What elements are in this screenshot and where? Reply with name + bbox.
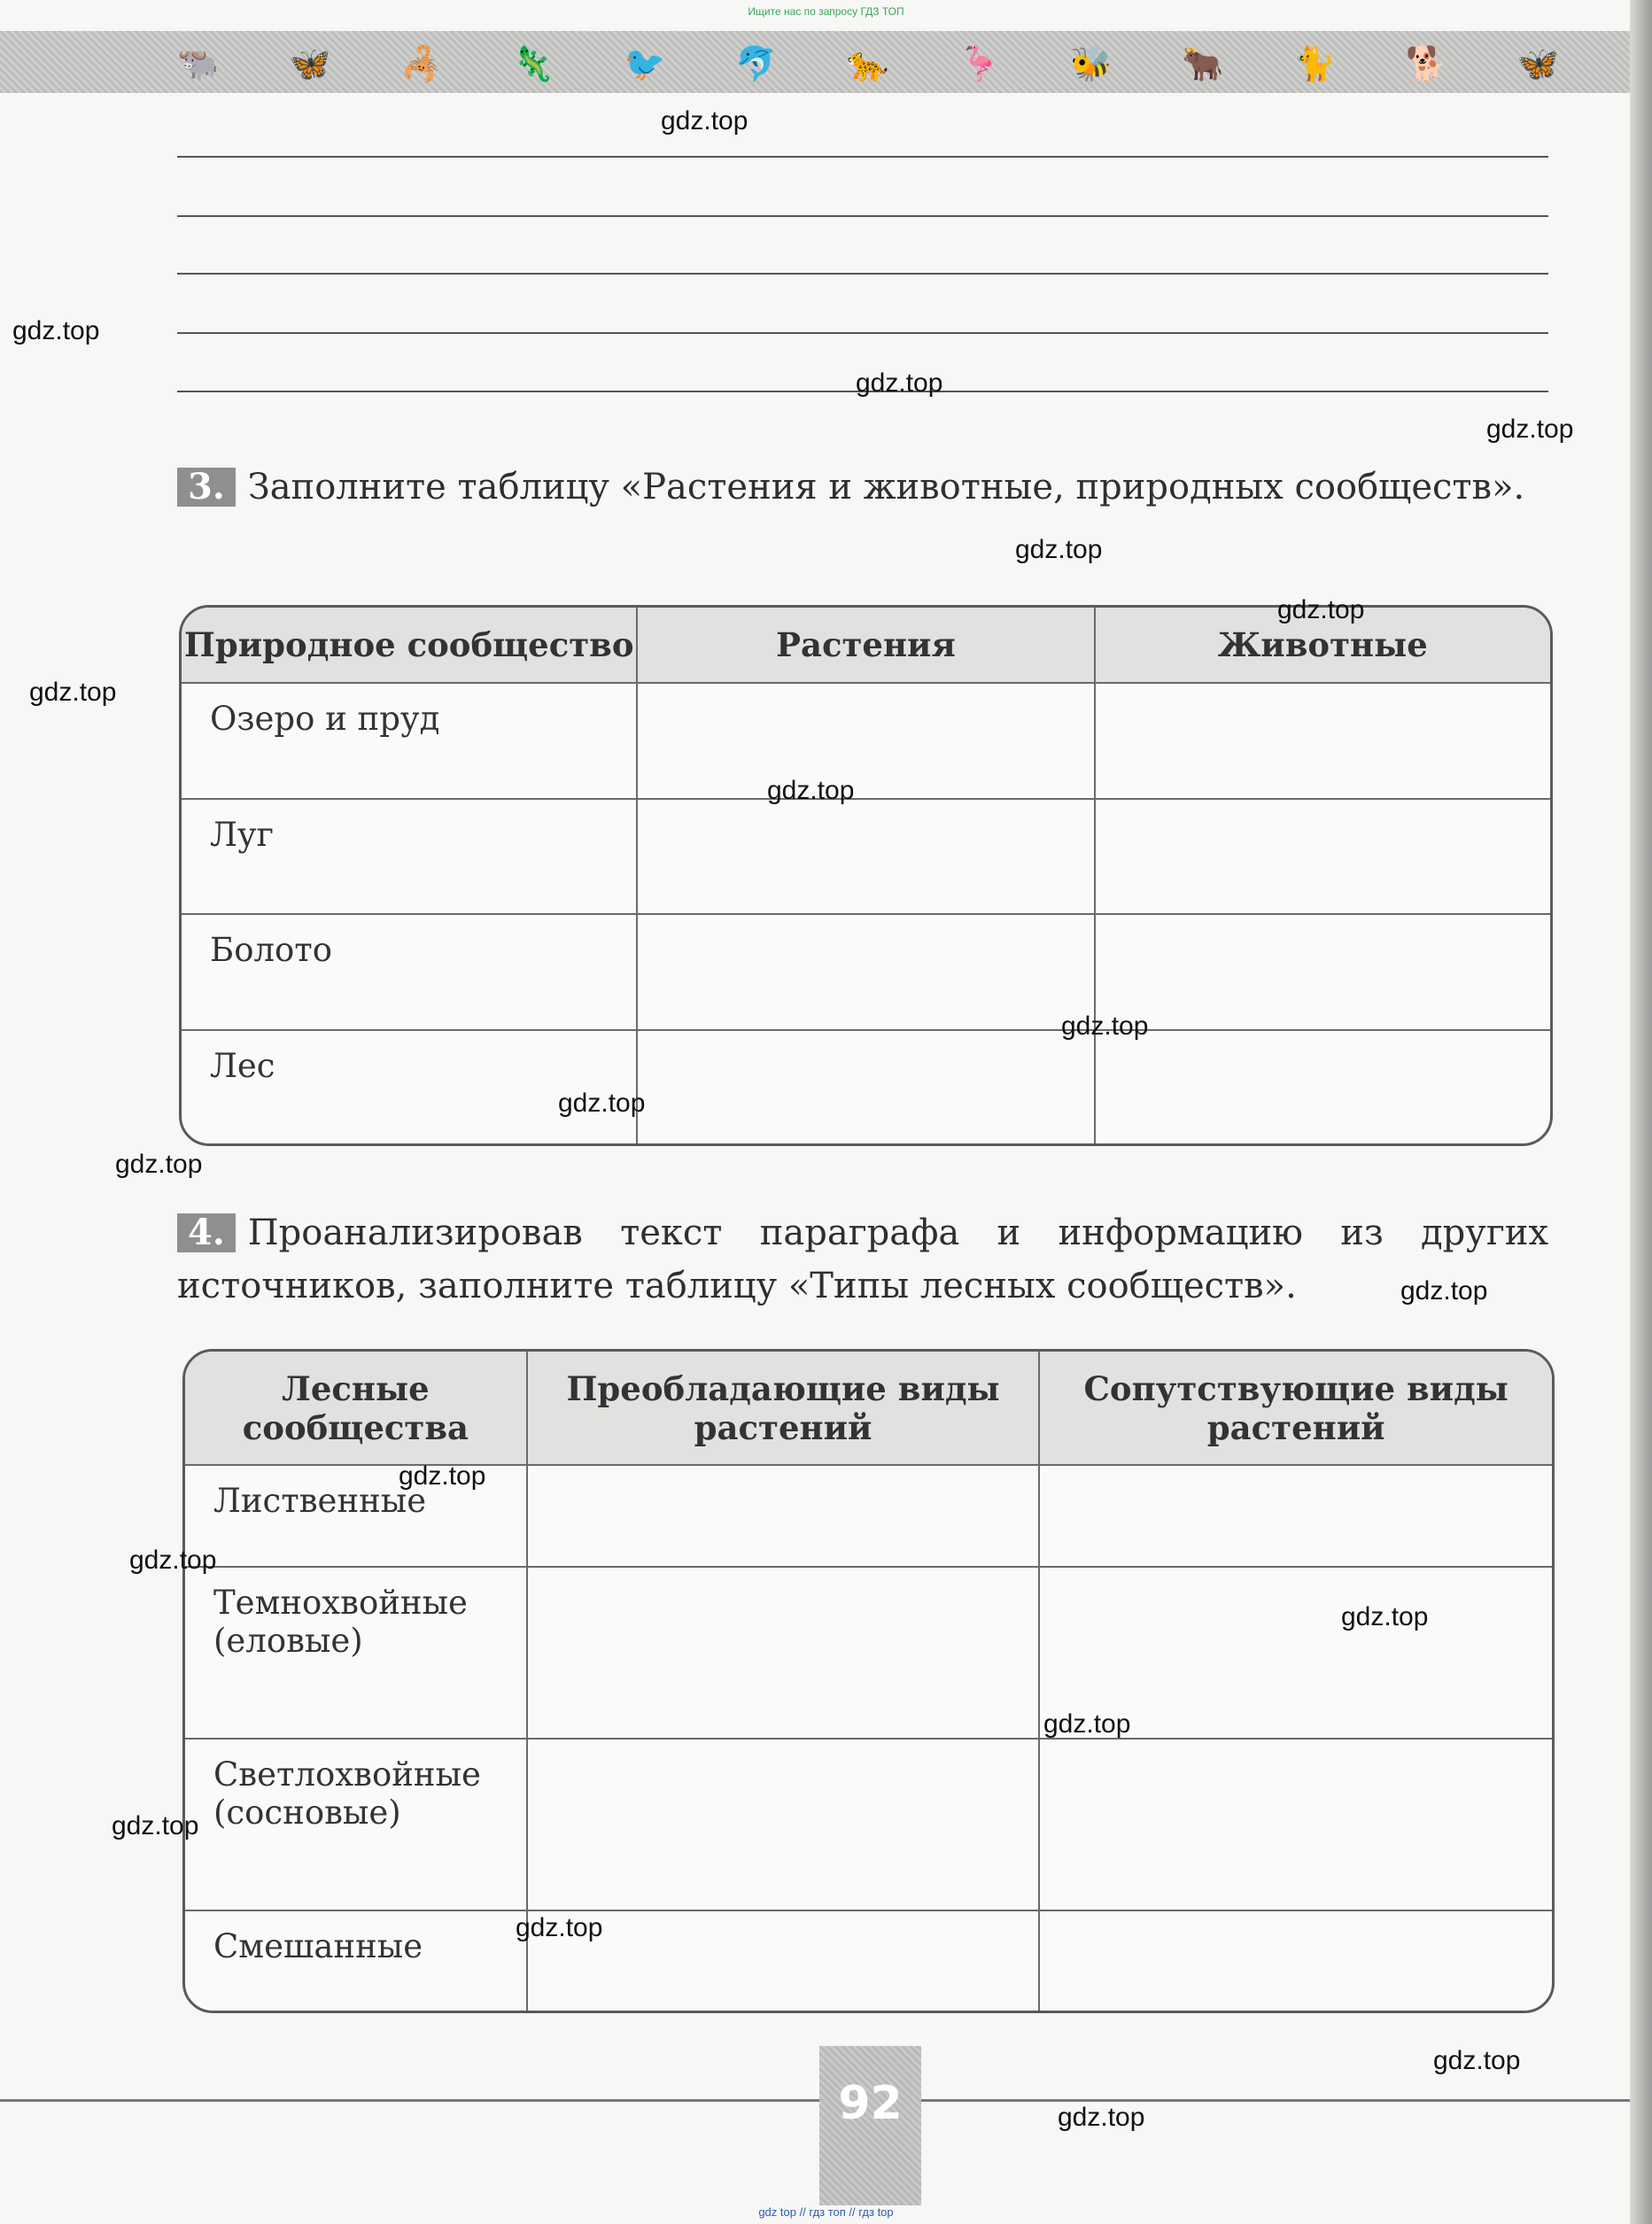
watermark: gdz.top xyxy=(1058,2103,1145,2132)
col-header-accompanying: Сопутствующие виды растений xyxy=(1039,1352,1552,1465)
col-header-plants: Растения xyxy=(637,608,1094,683)
dog-icon: 🐕 xyxy=(1405,44,1447,83)
footer-rule-left xyxy=(0,2099,819,2102)
community-name: Озеро и пруд xyxy=(182,683,637,799)
watermark: gdz.top xyxy=(29,678,117,707)
bird-icon: 🐦 xyxy=(624,44,666,83)
col-header-animals: Животные xyxy=(1095,608,1551,683)
butterfly-icon: 🦋 xyxy=(289,44,331,83)
forest-type-name: Лиственные xyxy=(185,1465,527,1567)
task-3-text: Заполните таблицу «Растения и животные, природных сообществ». xyxy=(247,467,1525,508)
col-header-community: Природное сообщество xyxy=(182,608,637,683)
dominant-answer-cell[interactable] xyxy=(527,1910,1040,2011)
answer-line xyxy=(177,273,1548,275)
watermark: gdz.top xyxy=(1043,1709,1131,1739)
plants-answer-cell[interactable] xyxy=(637,799,1094,915)
moth-icon: 🦋 xyxy=(1516,44,1559,83)
animals-answer-cell[interactable] xyxy=(1095,914,1551,1030)
communities-table xyxy=(179,605,1553,1146)
plants-answer-cell[interactable] xyxy=(637,914,1094,1030)
watermark: gdz.top xyxy=(856,368,943,398)
top-note: Ищите нас по запросу ГДЗ ТОП xyxy=(748,5,904,18)
task-3-prompt xyxy=(177,461,1548,514)
watermark: gdz.top xyxy=(1061,1011,1149,1041)
watermark: gdz.top xyxy=(1015,535,1103,564)
answer-line xyxy=(177,215,1548,217)
dolphin-icon: 🐬 xyxy=(735,44,778,83)
animals-answer-cell[interactable] xyxy=(1095,1030,1551,1143)
watermark: gdz.top xyxy=(1433,2046,1521,2075)
forest-type-name: Светлохвойные (сосновые) xyxy=(185,1739,527,1910)
dominant-answer-cell[interactable] xyxy=(527,1739,1040,1910)
watermark: gdz.top xyxy=(1486,415,1574,444)
task-4-number: 4. xyxy=(177,1213,236,1252)
plants-answer-cell[interactable] xyxy=(637,1030,1094,1143)
community-name: Луг xyxy=(182,799,637,915)
forest-type-name: Темнохвойные (еловые) xyxy=(185,1567,527,1739)
accompanying-answer-cell[interactable] xyxy=(1039,1465,1552,1567)
bottom-note: gdz top // гдз топ // гдз top xyxy=(758,2205,894,2219)
community-name: Болото xyxy=(182,914,637,1030)
watermark: gdz.top xyxy=(12,316,100,345)
bull-icon: 🐂 xyxy=(1182,44,1224,83)
watermark: gdz.top xyxy=(1277,595,1365,624)
watermark: gdz.top xyxy=(399,1461,486,1491)
scorpion-icon: 🦂 xyxy=(400,44,443,83)
watermark: gdz.top xyxy=(115,1150,203,1179)
watermark: gdz.top xyxy=(1400,1276,1488,1306)
flamingo-icon: 🦩 xyxy=(958,44,1001,83)
animals-answer-cell[interactable] xyxy=(1095,683,1551,799)
plants-answer-cell[interactable] xyxy=(637,683,1094,799)
answer-line xyxy=(177,156,1548,158)
forest-type-name: Смешанные xyxy=(185,1910,527,2011)
watermark: gdz.top xyxy=(767,776,855,805)
task-4-text: Проанализировав текст параграфа и информацию из других источников, заполните таблицу «Типы лесных сообществ». xyxy=(177,1213,1548,1306)
task-4-prompt xyxy=(177,1206,1548,1313)
watermark: gdz.top xyxy=(112,1811,199,1840)
watermark: gdz.top xyxy=(1341,1602,1429,1631)
leopard-icon: 🐆 xyxy=(847,44,889,83)
accompanying-answer-cell[interactable] xyxy=(1039,1739,1552,1910)
buffalo-icon: 🐃 xyxy=(177,44,220,83)
page-number: 92 xyxy=(819,2046,921,2205)
accompanying-answer-cell[interactable] xyxy=(1039,1910,1552,2011)
watermark: gdz.top xyxy=(129,1546,217,1575)
page-edge-shadow xyxy=(1630,0,1652,2224)
lizard-icon: 🦎 xyxy=(512,44,555,83)
col-header-forest: Лесные сообщества xyxy=(185,1352,527,1465)
watermark: gdz.top xyxy=(558,1089,646,1118)
answer-line xyxy=(177,332,1548,334)
community-name: Лес xyxy=(182,1030,637,1143)
bee-icon: 🐝 xyxy=(1070,44,1113,83)
watermark: gdz.top xyxy=(516,1913,603,1942)
cat-icon: 🐈 xyxy=(1293,44,1336,83)
dominant-answer-cell[interactable] xyxy=(527,1465,1040,1567)
dominant-answer-cell[interactable] xyxy=(527,1567,1040,1739)
col-header-dominant: Преобладающие виды растений xyxy=(527,1352,1040,1465)
animals-answer-cell[interactable] xyxy=(1095,799,1551,915)
watermark: gdz.top xyxy=(661,106,748,136)
footer-rule-right xyxy=(921,2099,1630,2102)
header-animal-icons xyxy=(177,43,1559,85)
forest-types-table xyxy=(182,1349,1555,2013)
task-3-number: 3. xyxy=(177,468,236,507)
